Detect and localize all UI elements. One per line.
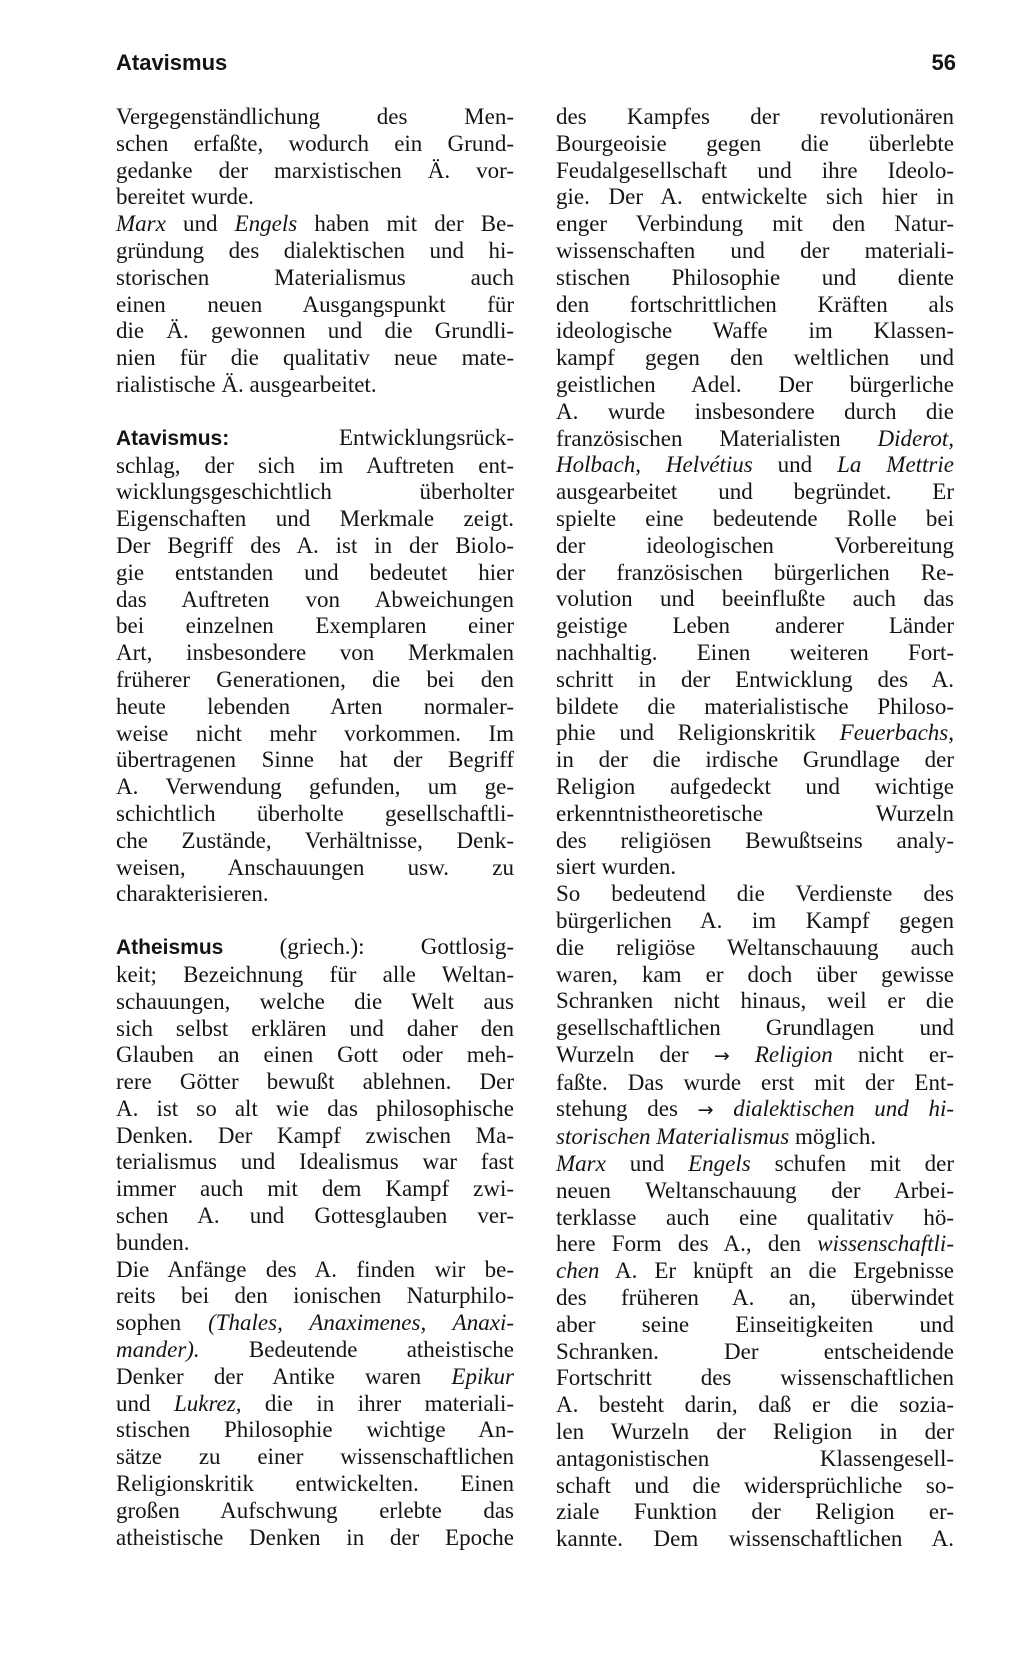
text-run: möglich.	[789, 1124, 877, 1150]
name-ref: La Mettrie	[837, 452, 954, 478]
text-run: sophen	[116, 1310, 209, 1336]
paragraph-verdienste	[556, 881, 954, 1151]
text-line	[116, 1391, 514, 1418]
cross-reference-dialektischer-materialismus-link[interactable]: dialektischen und hi-	[733, 1096, 954, 1122]
text-line: che Zustände, Verhältnisse, Denk-	[116, 827, 514, 853]
text-line	[556, 1042, 954, 1070]
text-line: rialistische Ä. ausgearbeitet.	[116, 371, 377, 397]
text-line: bereitet wurde.	[116, 184, 254, 210]
text-line: Denken. Der Kampf zwischen Ma-	[116, 1122, 514, 1148]
text-line: früherer Generationen, die bei den	[116, 666, 514, 692]
text-line: rere Götter bewußt ablehnen. Der	[116, 1069, 514, 1095]
text-run: schufen mit der	[750, 1151, 954, 1177]
text-run: und	[116, 1390, 174, 1416]
text-line: Der Begriff des A. ist in der Biolo-	[116, 532, 514, 558]
text-line: terialismus und Idealismus war fast	[116, 1149, 514, 1175]
text-line: sich selbst erklären und daher den	[116, 1015, 514, 1041]
text-run: und	[165, 211, 235, 237]
text-line: gie. Der A. entwickelte sich hier in	[556, 184, 954, 210]
text-line: Glauben an einen Gott oder meh-	[116, 1042, 514, 1068]
text-line: Die Anfänge des A. finden wir be-	[116, 1256, 514, 1282]
text-line: neuen Weltanschauung der Arbei-	[556, 1177, 954, 1203]
text-run: here Form des A., den	[556, 1231, 818, 1257]
text-run: die in ihrer materiali-	[241, 1390, 514, 1416]
cross-reference-historischer-materialismus-link[interactable]: storischen Materialismus	[556, 1124, 790, 1150]
cross-reference-arrow-icon: →	[697, 1099, 714, 1122]
text-line: volution und beeinflußte auch das	[556, 586, 954, 612]
name-ref: Marx	[116, 211, 166, 237]
text-line: erkenntnistheoretische Wurzeln	[556, 800, 954, 826]
text-line: schichtlich überholte gesellschaftli-	[116, 800, 514, 826]
text-line: einen neuen Ausgangspunkt für	[116, 291, 514, 317]
text-line: die Ä. gewonnen und die Grundli-	[116, 318, 514, 344]
text-line: wicklungsgeschichtlich überholter	[116, 479, 514, 505]
paragraph-kampf-bourgeoisie	[556, 104, 954, 881]
text-line	[116, 934, 514, 962]
text-line: des früheren A. an, überwindet	[556, 1285, 954, 1311]
text-line: des religiösen Bewußtseins analy-	[556, 827, 954, 853]
text-line	[556, 1258, 954, 1285]
text-line: heute lebenden Arten normaler-	[116, 693, 514, 719]
text-line: gründung des dialektischen und hi-	[116, 237, 514, 263]
text-run: nicht er-	[832, 1041, 955, 1067]
text-line	[556, 1096, 954, 1124]
text-line: ziale Funktion der Religion er-	[556, 1499, 954, 1525]
name-ref: Holbach, Helvétius	[556, 452, 753, 478]
text-line: enger Verbindung mit den Natur-	[556, 211, 954, 237]
paragraph-anfaenge	[116, 1257, 514, 1552]
text-line	[116, 1337, 514, 1364]
text-line: Vergegenständlichung des Men-	[116, 104, 514, 129]
right-column	[556, 104, 954, 1553]
text-line: nachhaltig. Einen weiteren Fort-	[556, 639, 954, 665]
text-line: schen A. und Gottesglauben ver-	[116, 1203, 514, 1229]
text-line: des Kampfes der revolutionären	[556, 104, 954, 129]
cross-reference-religion-link[interactable]: Religion	[754, 1041, 833, 1067]
left-column	[116, 104, 514, 1551]
name-ref: Engels	[234, 211, 298, 237]
text-line: geistige Leben anderer Länder	[556, 613, 954, 639]
text-line: weise nicht mehr vorkommen. Im	[116, 720, 514, 746]
text-run: Wurzeln der	[556, 1041, 714, 1067]
text-line: A. ist so alt wie das philosophische	[116, 1095, 514, 1121]
text-line: schaft und die widersprüchliche so-	[556, 1472, 954, 1498]
text-line: A. besteht darin, daß er die sozia-	[556, 1392, 954, 1418]
paragraph-vergegenstaendlichung	[116, 104, 514, 211]
text-line: bei einzelnen Exemplaren einer	[116, 613, 514, 639]
text-line: der ideologischen Vorbereitung	[556, 532, 954, 558]
text-line: Feudalgesellschaft und ihre Ideolo-	[556, 157, 954, 183]
headword-atavismus: Atavismus:	[116, 426, 230, 450]
text-line	[556, 1124, 954, 1151]
text-line: Art, insbesondere von Merkmalen	[116, 640, 514, 666]
text-line: faßte. Das wurde erst mit der Ent-	[556, 1069, 954, 1095]
text-line: Eigenschaften und Merkmale zeigt.	[116, 506, 514, 532]
text-line: keit; Bezeichnung für alle Weltan-	[116, 961, 514, 987]
name-ref: Marx	[556, 1151, 606, 1177]
text-run: haben mit der Be-	[297, 211, 514, 237]
text-line: nien für die qualitativ neue mate-	[116, 345, 514, 371]
text-line: immer auch mit dem Kampf zwi-	[116, 1176, 514, 1202]
text-line: in der die irdische Grundlage der	[556, 747, 954, 773]
text-line	[116, 1310, 514, 1337]
name-ref: Diderot,	[877, 425, 954, 451]
text-line: ausgearbeitet und begründet. Er	[556, 479, 954, 505]
text-run: französischen Materialisten	[556, 425, 878, 451]
text-run: A. Er knüpft an die Ergebnisse	[599, 1258, 954, 1284]
paragraph-marx-engels-neue-weltanschauung	[556, 1151, 954, 1553]
text-line: storischen Materialismus auch	[116, 264, 514, 290]
text-line: schlag, der sich im Auftreten ent-	[116, 452, 514, 478]
emphasis: wissenschaftli-	[817, 1231, 954, 1257]
text-line: kampf gegen den weltlichen und	[556, 345, 954, 371]
text-line: bunden.	[116, 1229, 190, 1255]
text-line: waren, kam er doch über gewisse	[556, 961, 954, 987]
text-line	[556, 426, 954, 453]
text-line: weisen, Anschauungen usw. zu	[116, 854, 514, 880]
text-line: gedanke der marxistischen Ä. vor-	[116, 157, 514, 183]
text-line: len Wurzeln der Religion in der	[556, 1419, 954, 1445]
text-line: charakterisieren.	[116, 881, 269, 907]
text-line: aber seine Einseitigkeiten und	[556, 1311, 954, 1337]
paragraph-marx-engels	[116, 211, 514, 399]
page-number: 56	[931, 50, 956, 75]
text-line: großen Aufschwung erlebte das	[116, 1497, 514, 1523]
text-line: das Auftreten von Abweichungen	[116, 586, 514, 612]
text-line	[116, 211, 514, 238]
text-line: Schranken. Der entscheidende	[556, 1338, 954, 1364]
text-run: (griech.): Gottlosig-	[223, 934, 514, 960]
name-ref: Epikur	[451, 1363, 514, 1389]
text-line: der französischen bürgerlichen Re-	[556, 559, 954, 585]
cross-reference-arrow-icon: →	[713, 1044, 730, 1067]
running-head	[116, 50, 956, 76]
emphasis: chen	[556, 1258, 600, 1284]
entry-atheismus	[116, 934, 514, 1257]
text-line: kannte. Dem wissenschaftlichen A.	[556, 1526, 954, 1552]
text-line: Schranken nicht hinaus, weil er die	[556, 988, 954, 1014]
text-line: bildete die materialistische Philoso-	[556, 693, 954, 719]
name-ref: Feuerbachs,	[839, 720, 954, 746]
text-line: antagonistischen Klassengesell-	[556, 1445, 954, 1471]
text-line: terklasse auch eine qualitativ hö-	[556, 1204, 954, 1230]
text-run: Entwicklungsrück-	[229, 424, 514, 450]
running-head-title: Atavismus	[116, 50, 228, 75]
text-run: Bedeutende atheistische	[199, 1337, 514, 1363]
text-line: schritt in der Entwicklung des A.	[556, 666, 954, 692]
text-line	[556, 1231, 954, 1258]
text-line: gie entstanden und bedeutet hier	[116, 559, 514, 585]
text-line: spielte eine bedeutende Rolle bei	[556, 505, 954, 531]
text-line: So bedeutend die Verdienste des	[556, 881, 954, 907]
text-line: gesellschaftlichen Grundlagen und	[556, 1015, 954, 1041]
text-line: A. Verwendung gefunden, um ge-	[116, 774, 514, 800]
entry-atavismus	[116, 425, 514, 908]
name-ref: mander).	[116, 1337, 200, 1363]
text-line: Religion aufgedeckt und wichtige	[556, 773, 954, 799]
text-line	[116, 1364, 514, 1391]
name-ref: (Thales, Anaximenes, Anaxi-	[208, 1310, 514, 1336]
text-line: stischen Philosophie wichtige An-	[116, 1417, 514, 1443]
text-line: reits bei den ionischen Naturphilo-	[116, 1283, 514, 1309]
text-line: schen erfaßte, wodurch ein Grund-	[116, 130, 514, 156]
text-line: schauungen, welche die Welt aus	[116, 988, 514, 1014]
name-ref: Engels	[688, 1151, 751, 1177]
text-line: atheistische Denken in der Epoche	[116, 1524, 514, 1550]
text-line: bürgerlichen A. im Kampf gegen	[556, 907, 954, 933]
text-line: übertragenen Sinne hat der Begriff	[116, 747, 514, 773]
text-line: stischen Philosophie und diente	[556, 264, 954, 290]
text-run: Denker der Antike waren	[116, 1363, 452, 1389]
name-ref: Lukrez,	[173, 1390, 242, 1416]
text-line: wissenschaften und der materiali-	[556, 237, 954, 263]
text-line: Fortschritt des wissenschaftlichen	[556, 1365, 954, 1391]
text-line: A. wurde insbesondere durch die	[556, 398, 954, 424]
text-line: die religiöse Weltanschauung auch	[556, 934, 954, 960]
text-line	[556, 452, 954, 479]
text-line: geistlichen Adel. Der bürgerliche	[556, 371, 954, 397]
text-run: und	[605, 1151, 689, 1177]
text-line: ideologische Waffe im Klassen-	[556, 318, 954, 344]
text-line: sätze zu einer wissenschaftlichen	[116, 1444, 514, 1470]
text-line	[556, 720, 954, 747]
text-run: phie und Religionskritik	[556, 720, 840, 746]
text-run: und	[752, 452, 838, 478]
headword-atheismus: Atheismus	[116, 936, 224, 960]
text-line: Religionskritik entwickelten. Einen	[116, 1471, 514, 1497]
text-line: den fortschrittlichen Kräften als	[556, 291, 954, 317]
text-line: siert wurden.	[556, 854, 677, 880]
text-run: stehung des	[556, 1096, 698, 1122]
text-line	[116, 425, 514, 453]
text-line: Bourgeoisie gegen die überlebte	[556, 130, 954, 156]
text-line	[556, 1151, 954, 1178]
